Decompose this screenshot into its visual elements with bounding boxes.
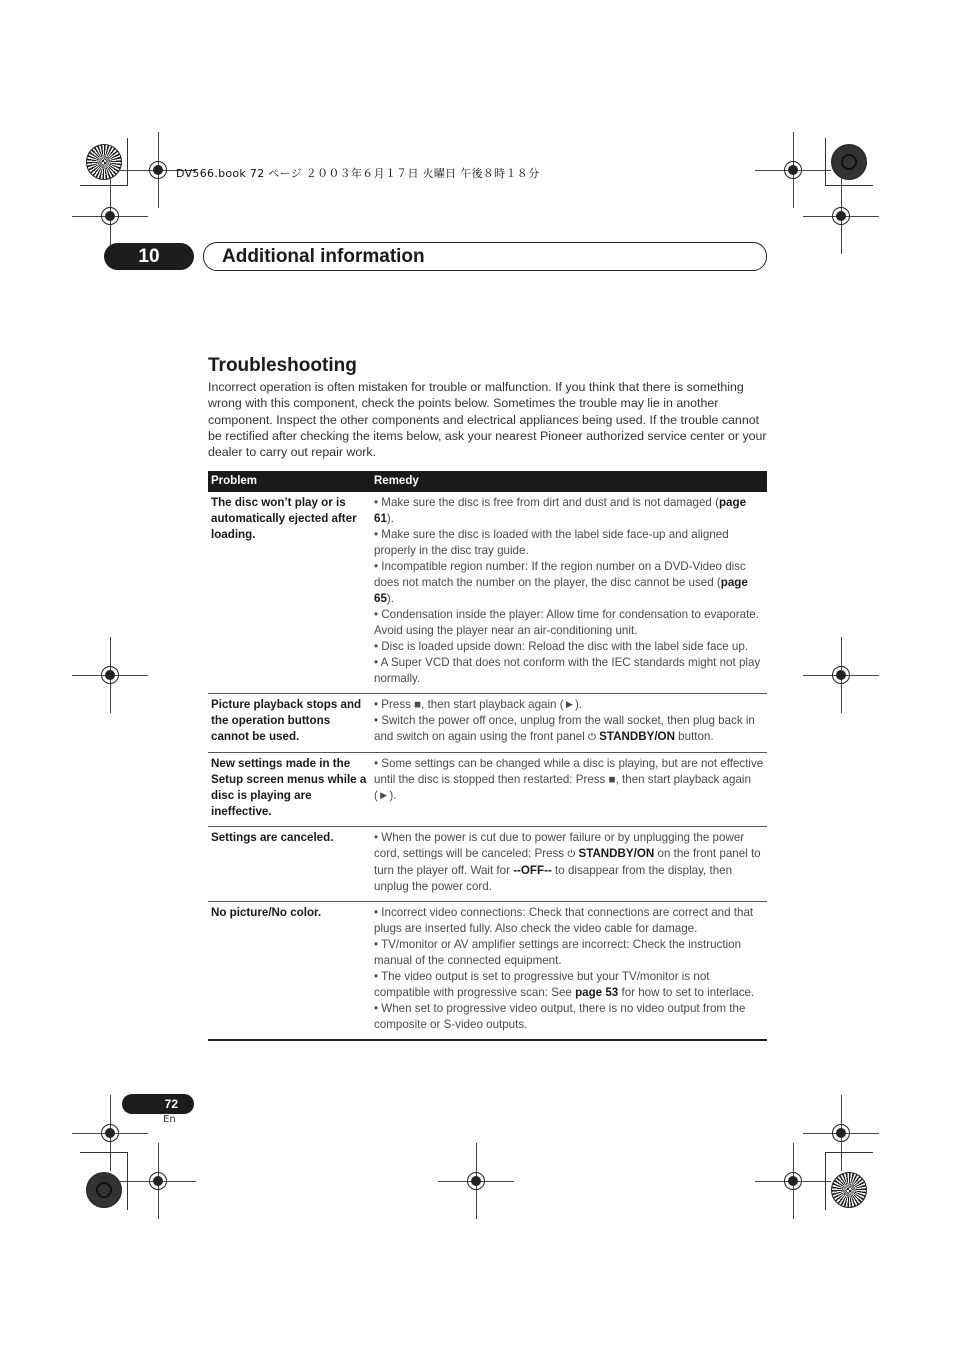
problem-cell: The disc won’t play or is automatically ejected after loading. xyxy=(208,492,371,694)
crop-line xyxy=(825,1152,873,1153)
page-reference: page 61 xyxy=(374,496,747,525)
table-header-row xyxy=(208,471,767,492)
crop-line xyxy=(825,1152,826,1210)
remedy-text: • The video output is set to progressive but your TV/monitor is not compatible with progressive scan: See xyxy=(374,970,710,999)
remedy-text: • Incompatible region number: If the region number on a DVD-Video disc does not match the number on the player, the disc cannot be used ( xyxy=(374,560,746,589)
remedy-cell xyxy=(371,694,767,753)
problem-cell: Picture playback stops and the operation buttons cannot be used. xyxy=(208,694,371,753)
crop-line xyxy=(127,138,128,186)
remedy-text: • A Super VCD that does not conform with the IEC standards might not play normally. xyxy=(374,656,761,685)
problem-cell: No picture/No color. xyxy=(208,902,371,1041)
file-header: DV566.book 72 ページ ２００３年６月１７日 火曜日 午後８時１８分 xyxy=(176,167,540,180)
remedy-text: • Disc is loaded upside down: Reload the disc with the label side face up. xyxy=(374,640,748,653)
table-row xyxy=(208,902,767,1041)
remedy-text: to disappear from the display, then unplug the power cord. xyxy=(374,864,733,893)
remedy-text: • Incorrect video connections: Check that connections are correct and that plugs are inserted fully. Also check the video cable for damage. xyxy=(374,906,754,935)
crop-line xyxy=(127,1152,128,1210)
chapter-title: Additional information xyxy=(222,246,425,267)
remedy-text: • Switch the power off once, unplug from the wall socket, then plug back in and switch on again using the front panel xyxy=(374,714,755,743)
remedy-text: on the front panel to turn the player off. Wait for xyxy=(374,847,761,877)
language-code: En xyxy=(163,1114,176,1125)
page-reference: page 65 xyxy=(374,576,748,605)
column-header-problem: Problem xyxy=(208,471,371,492)
remedy-text: • Condensation inside the player: Allow time for condensation to evaporate. Avoid using the player near an air-conditioning unit. xyxy=(374,608,759,637)
page-number: 72 xyxy=(122,1094,194,1114)
remedy-cell xyxy=(371,753,767,827)
power-icon: ⏻ xyxy=(567,849,576,860)
problem-cell: Settings are canceled. xyxy=(208,827,371,902)
troubleshooting-table xyxy=(208,471,767,1041)
remedy-text: ). xyxy=(386,512,394,525)
crop-line xyxy=(825,138,826,186)
remedy-text: for how to set to interlace. xyxy=(618,986,755,999)
remedy-text: button. xyxy=(674,730,714,743)
table-row xyxy=(208,827,767,902)
remedy-cell xyxy=(371,902,767,1041)
table-row xyxy=(208,694,767,753)
remedy-text: • Make sure the disc is loaded with the label side face-up and aligned properly in the disc tray guide. xyxy=(374,528,729,557)
crop-line xyxy=(80,185,128,186)
remedy-text: • TV/monitor or AV amplifier settings are incorrect: Check the instruction manual of the connected equipment. xyxy=(374,938,742,967)
remedy-cell xyxy=(371,492,767,694)
remedy-text: • Some settings can be changed while a disc is playing, but are not effective until the disc is stopped then restarted: Press ■, then start playback again (►). xyxy=(374,757,764,802)
section-intro: Incorrect operation is often mistaken for trouble or malfunction. If you think that there is something wrong with this component, check the points below. Sometimes the trouble may lie in another component. Inspect the other components and electrical appliances being used. If the trouble cannot be rectified after checking the items below, ask your nearest Pioneer authorized service center or your dealer to carry out repair work. xyxy=(208,380,767,460)
table-row xyxy=(208,753,767,827)
remedy-cell xyxy=(371,827,767,902)
registration-star-bottom-right xyxy=(831,1172,867,1208)
problem-cell: New settings made in the Setup screen menus while a disc is playing are ineffective. xyxy=(208,753,371,827)
section-title: Troubleshooting xyxy=(208,355,357,376)
column-header-remedy: Remedy xyxy=(371,471,767,492)
chapter-number: 10 xyxy=(104,243,194,270)
power-icon: ⏻ xyxy=(588,732,596,743)
standby-on-label: STANDBY/ON xyxy=(578,847,655,860)
remedy-text: ). xyxy=(386,592,394,605)
remedy-text: • Make sure the disc is free from dirt and dust and is not damaged ( xyxy=(374,496,719,509)
remedy-text: • When the power is cut due to power failure or by unplugging the power cord, settings will be canceled: Press xyxy=(374,831,745,860)
crop-line xyxy=(825,185,873,186)
remedy-text: • When set to progressive video output, there is no video output from the composite or S-video outputs. xyxy=(374,1002,746,1031)
registration-star-top-right xyxy=(831,144,867,180)
remedy-text: • Press ■, then start playback again (►). xyxy=(374,698,583,711)
registration-star-bottom-left xyxy=(86,1172,122,1208)
table-row xyxy=(208,492,767,694)
crop-line xyxy=(80,1152,128,1153)
off-display-text: --OFF-- xyxy=(513,864,552,877)
registration-star-top-left xyxy=(86,144,122,180)
standby-on-label: STANDBY/ON xyxy=(599,730,675,743)
page-reference: page 53 xyxy=(575,986,619,999)
